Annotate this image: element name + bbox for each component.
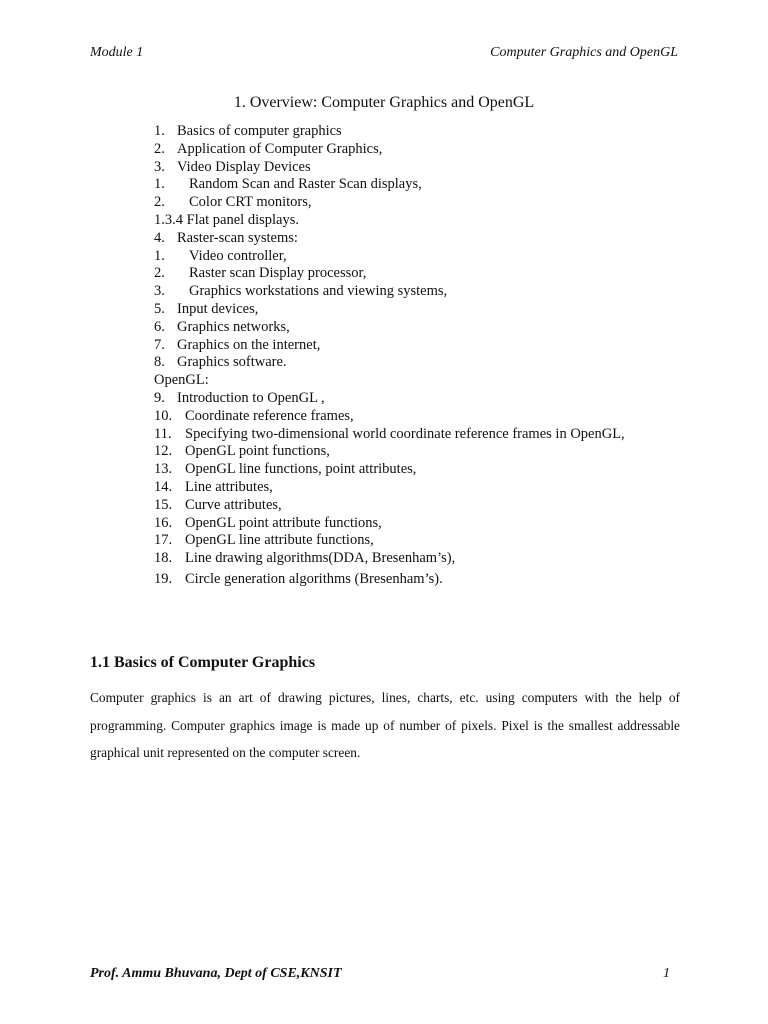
toc-item-text: Application of Computer Graphics, — [177, 140, 383, 157]
toc-item — [154, 141, 625, 159]
toc-item — [154, 194, 625, 212]
toc-item-number: 15. — [154, 496, 173, 513]
toc-item — [154, 515, 625, 533]
toc-item — [154, 372, 625, 390]
toc-item — [154, 408, 625, 426]
toc-item-text: Circle generation algorithms (Bresenham’s). — [185, 570, 443, 587]
toc-item — [154, 265, 625, 283]
table-of-contents — [154, 123, 625, 589]
toc-item-text: Coordinate reference frames, — [185, 407, 354, 424]
toc-item — [154, 248, 625, 266]
toc-item — [154, 461, 625, 479]
toc-item-number: 12. — [154, 443, 173, 460]
toc-item-text: Graphics software. — [177, 354, 287, 371]
toc-item-text: Graphics networks, — [177, 318, 290, 335]
toc-item-text: OpenGL: — [154, 372, 209, 389]
toc-item-text: Line drawing algorithms(DDA, Bresenham’s), — [185, 550, 456, 567]
toc-item-number: 7. — [154, 336, 165, 353]
toc-item — [154, 390, 625, 408]
section-heading: 1.1 Basics of Computer Graphics — [90, 654, 316, 671]
toc-item-text: Introduction to OpenGL , — [177, 389, 325, 406]
toc-item-text: Raster-scan systems: — [177, 229, 298, 246]
toc-item-number: 3. — [154, 283, 165, 300]
toc-item-text: Color CRT monitors, — [189, 194, 312, 211]
toc-item — [154, 159, 625, 177]
header-course-title: Computer Graphics and OpenGL — [490, 45, 678, 60]
footer-page-number: 1 — [663, 966, 670, 981]
toc-item-number: 11. — [154, 425, 172, 442]
section-paragraph: Computer graphics is an art of drawing pictures, lines, charts, etc. using computers with the help of programming. Computer graphics image is made up of number of pixels. Pixel is the smallest addressable graphical unit represented on the computer screen. — [90, 690, 680, 760]
toc-item — [154, 212, 625, 230]
toc-item-text: Graphics workstations and viewing systems, — [189, 283, 448, 300]
header-module-label: Module 1 — [90, 45, 144, 60]
toc-item — [154, 337, 625, 355]
toc-item-number: 18. — [154, 550, 173, 567]
toc-item-text: Graphics on the internet, — [177, 336, 321, 353]
toc-item-text: Random Scan and Raster Scan displays, — [189, 176, 422, 193]
toc-item-number: 1. — [154, 123, 165, 139]
toc-item-number: 17. — [154, 532, 173, 549]
toc-item — [154, 319, 625, 337]
toc-item — [154, 571, 625, 589]
toc-item-number: 3. — [154, 158, 165, 175]
toc-item — [154, 176, 625, 194]
toc-item-text: Input devices, — [177, 300, 259, 317]
toc-item-number: 10. — [154, 407, 173, 424]
toc-item-number: 4. — [154, 229, 165, 246]
toc-item-number: 6. — [154, 318, 165, 335]
toc-item-text: Curve attributes, — [185, 496, 282, 513]
toc-item — [154, 426, 625, 444]
toc-item-text: Video controller, — [189, 247, 287, 264]
toc-item-number: 9. — [154, 389, 165, 406]
toc-item-text: Video Display Devices — [177, 158, 311, 175]
toc-item-text: OpenGL line functions, point attributes, — [185, 461, 417, 478]
toc-item-text: OpenGL point functions, — [185, 443, 330, 460]
toc-item-number: 13. — [154, 461, 173, 478]
toc-item-text: Raster scan Display processor, — [189, 265, 367, 282]
toc-item — [154, 354, 625, 372]
toc-item-number: 14. — [154, 478, 173, 495]
toc-item-number: 2. — [154, 265, 165, 282]
toc-item-text: Basics of computer graphics — [177, 123, 342, 139]
toc-item-number: 1. — [154, 176, 165, 193]
toc-item — [154, 479, 625, 497]
toc-item — [154, 301, 625, 319]
footer-author: Prof. Ammu Bhuvana, Dept of CSE,KNSIT — [90, 966, 342, 981]
toc-item-number: 8. — [154, 354, 165, 371]
toc-item-text: Line attributes, — [185, 478, 273, 495]
toc-item — [154, 443, 625, 461]
toc-item-text: OpenGL point attribute functions, — [185, 514, 382, 531]
toc-item-text: OpenGL line attribute functions, — [185, 532, 374, 549]
toc-item-text: Specifying two-dimensional world coordinate reference frames in OpenGL, — [185, 425, 625, 442]
toc-item-number: 5. — [154, 300, 165, 317]
toc-item — [154, 283, 625, 301]
toc-item — [154, 123, 625, 141]
toc-item-number: 19. — [154, 570, 173, 587]
toc-item-number: 2. — [154, 140, 165, 157]
toc-item — [154, 230, 625, 248]
toc-item-text: 1.3.4 Flat panel displays. — [154, 211, 299, 228]
toc-item-number: 1. — [154, 247, 165, 264]
document-title: 1. Overview: Computer Graphics and OpenGL — [233, 94, 535, 111]
toc-item-number: 16. — [154, 514, 173, 531]
toc-item — [154, 497, 625, 515]
toc-item — [154, 550, 625, 568]
toc-item-number: 2. — [154, 194, 165, 211]
toc-item — [154, 532, 625, 550]
